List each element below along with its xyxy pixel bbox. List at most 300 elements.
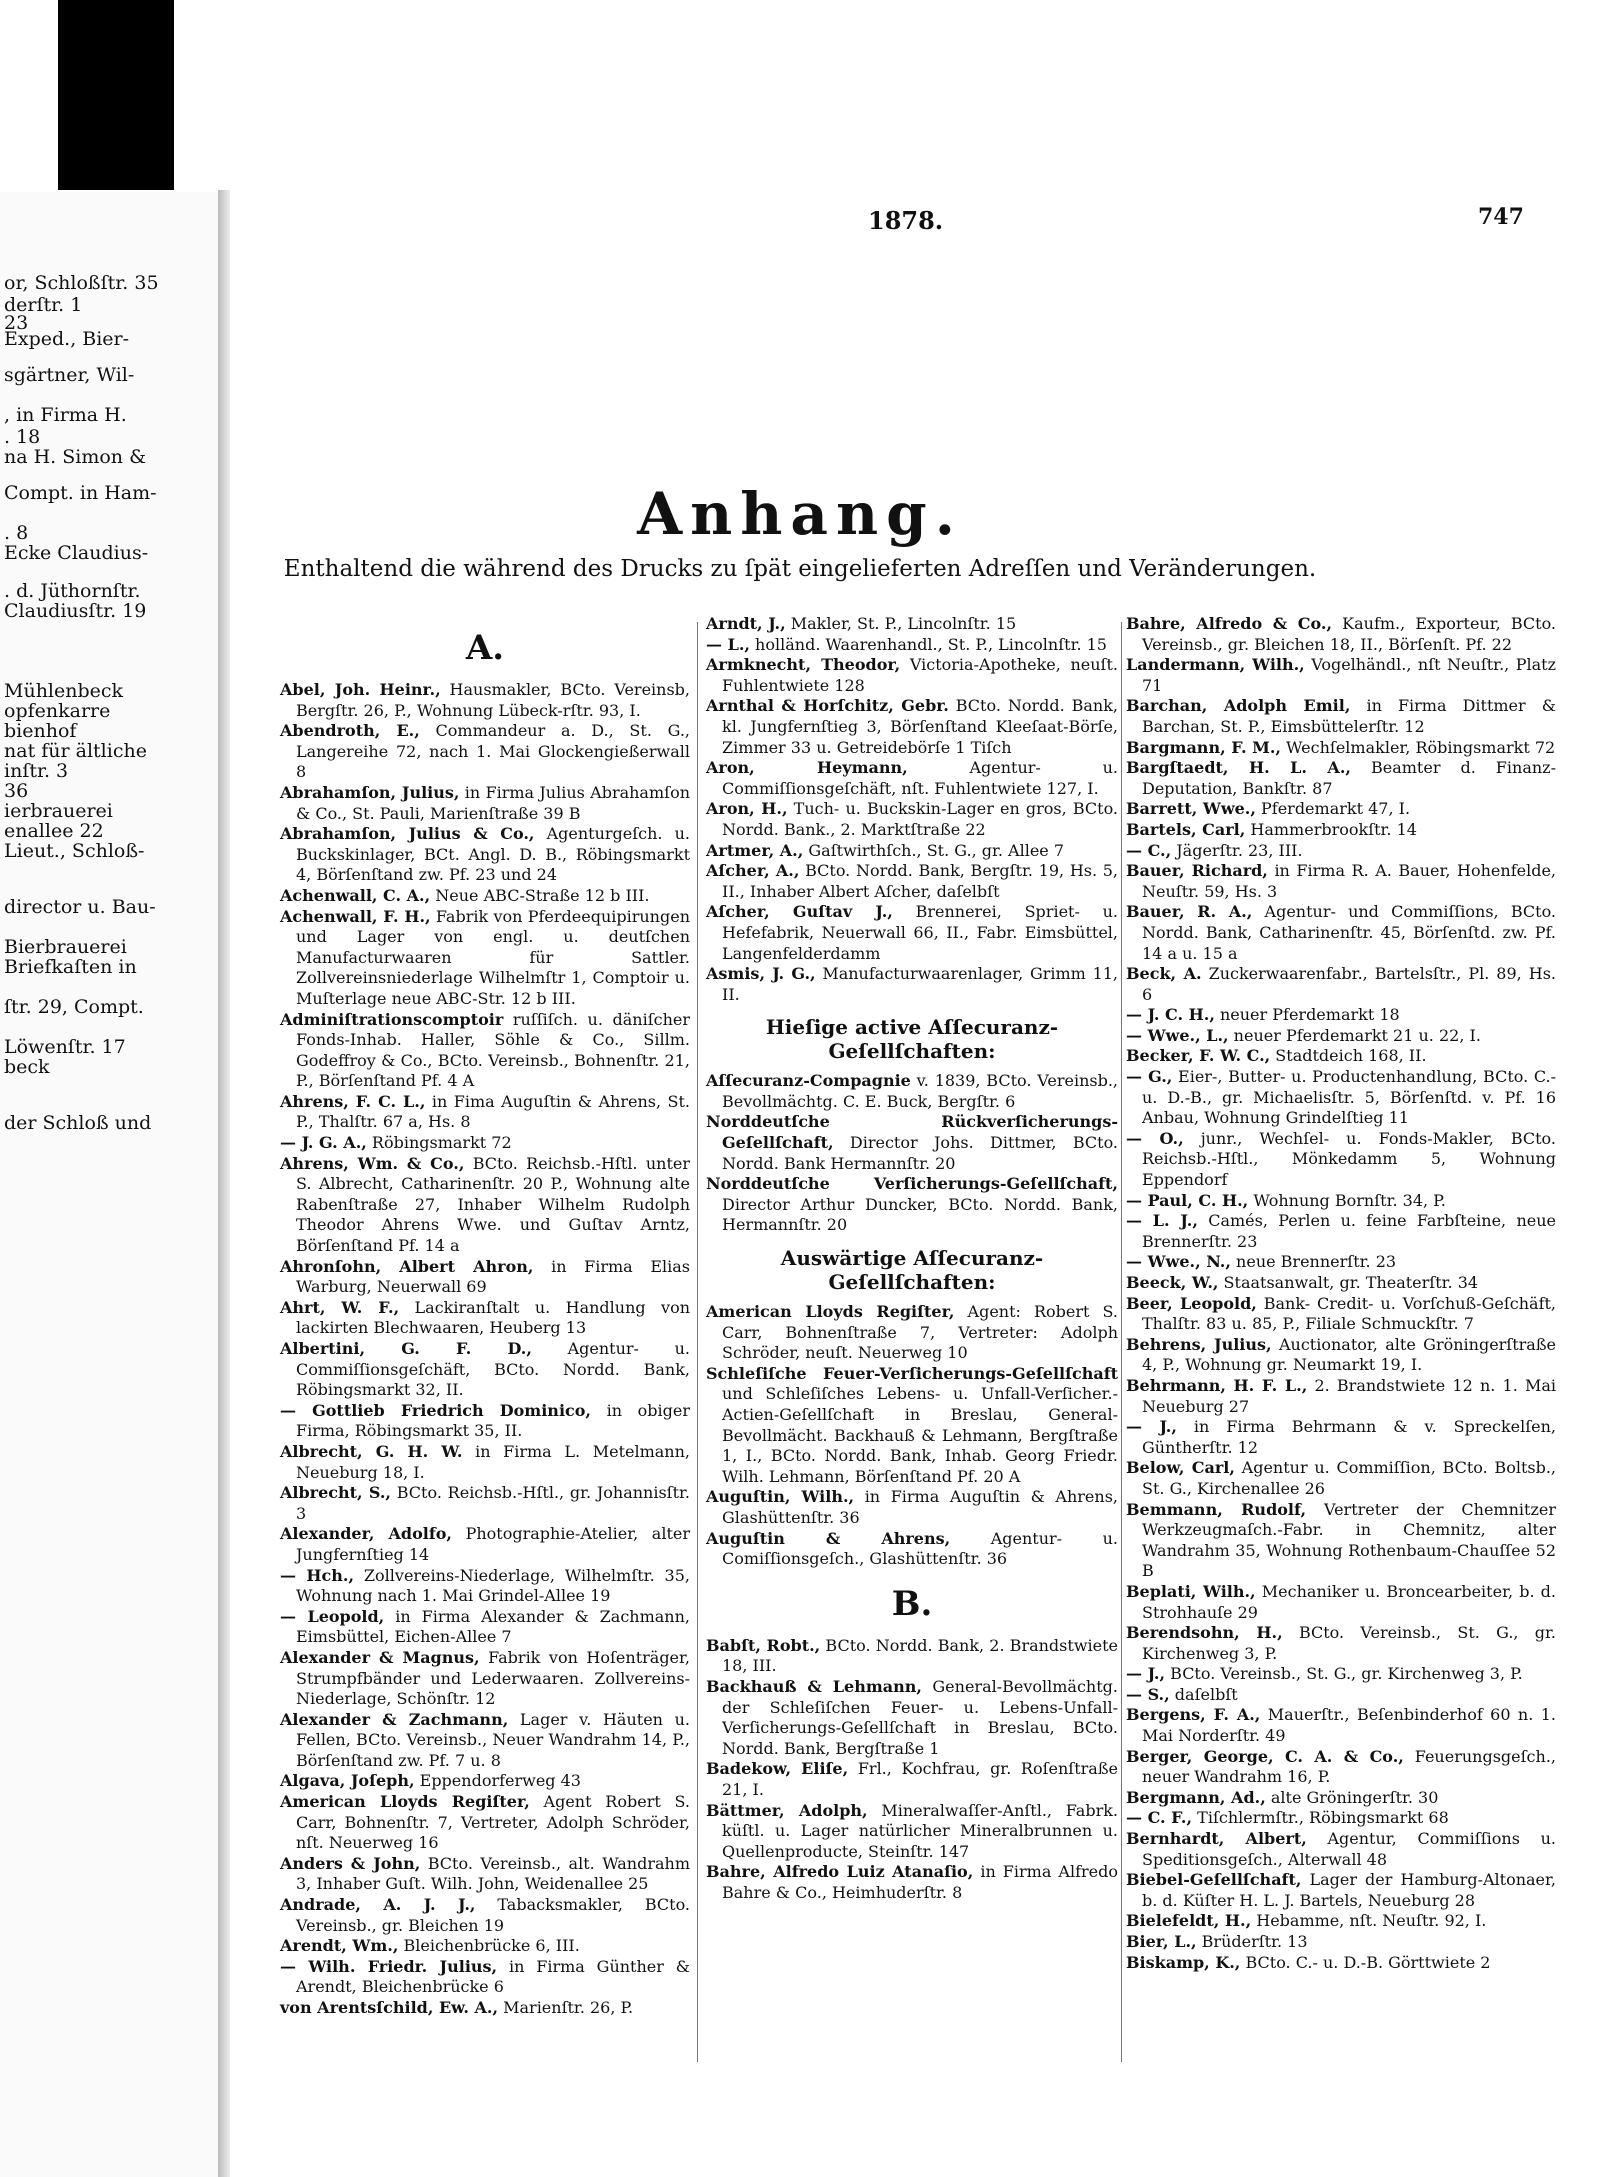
- entry-name: Bauer, R. A.,: [1126, 902, 1253, 922]
- entry-details: BCto. Nordd. Bank, kl. Jungfernſtieg 3, Börſenſtand Kleeſaat-Börſe, Zimmer 33 u. Getreidebörſe 1 Tiſch: [722, 696, 1119, 757]
- directory-entry: [706, 635, 1118, 656]
- directory-entry: [280, 1401, 690, 1442]
- page-title: Anhang.: [637, 480, 963, 548]
- directory-entry: [706, 1636, 1118, 1677]
- entry-name: — J. G. A.,: [280, 1133, 367, 1153]
- entry-name: Anders & John,: [280, 1853, 421, 1873]
- entry-name: — Hch.,: [280, 1565, 355, 1585]
- directory-entry: [1126, 1211, 1556, 1252]
- entry-name: Artmer, A.,: [706, 840, 804, 860]
- entry-details: Feuerungsgeſch., neuer Wandrahm 16, P.: [1142, 1746, 1556, 1787]
- section-letter: A.: [465, 628, 505, 668]
- entry-name: Auguſtin & Ahrens,: [706, 1528, 951, 1548]
- left-page-line: . d. Jüthornſtr.: [4, 580, 141, 602]
- entry-name: Ahrens, Wm. & Co.,: [280, 1153, 465, 1173]
- left-page-line: na H. Simon &: [4, 446, 146, 468]
- entry-name: Babſt, Robt.,: [706, 1635, 821, 1655]
- left-page-line: 23: [4, 312, 29, 334]
- directory-entry: [1126, 1335, 1556, 1376]
- directory-entry: [1126, 1808, 1556, 1829]
- directory-entry: [280, 1792, 690, 1854]
- left-page-line: derſtr. 1: [4, 294, 83, 316]
- directory-entry: [280, 1957, 690, 1998]
- entry-name: Biebel-Geſellſchaft,: [1126, 1870, 1302, 1890]
- left-page-line: Mühlenbeck: [4, 680, 124, 702]
- binding-shadow: [58, 0, 174, 190]
- directory-entry: [706, 1862, 1118, 1903]
- entry-details: Auctionator, alte Gröningerſtraße 4, P., Wohnung gr. Neumarkt 19, I.: [1142, 1334, 1556, 1375]
- entry-details: Commandeur a. D., St. G., Langereihe 72, nach 1. Mai Glockengießerwall 8: [296, 721, 690, 782]
- directory-entry: [1126, 1870, 1556, 1911]
- entry-list: [280, 680, 690, 2019]
- entry-name: Albertini, G. F. D.,: [280, 1339, 532, 1358]
- entry-name: — J.,: [1126, 1417, 1177, 1437]
- entry-details: neuer Pferdemarkt 21 u. 22, I.: [1228, 1025, 1481, 1045]
- directory-entry: [706, 964, 1118, 1005]
- directory-entry: [280, 907, 690, 1010]
- directory-entry: [280, 1771, 690, 1792]
- entry-details: Bleichenbrücke 6, III.: [398, 1936, 580, 1956]
- left-page-line: nat für ältliche: [4, 740, 147, 762]
- entry-details: Agentur, Commiſſions u. Speditionsgeſch., Alterwall 48: [1142, 1829, 1556, 1869]
- entry-name: — Leopold,: [280, 1606, 385, 1626]
- entry-details: BCto. Vereinsb., St. G., gr. Kirchenweg 3, P.: [1142, 1623, 1556, 1663]
- entry-details: Eppendorferweg 43: [414, 1771, 581, 1791]
- entry-name: Barchan, Adolph Emil,: [1126, 696, 1351, 716]
- directory-entry: [280, 1936, 690, 1957]
- directory-entry: [1126, 1191, 1556, 1212]
- entry-details: in Firma Auguſtin & Ahrens, Glashüttenſtr. 36: [722, 1487, 1118, 1527]
- entry-details: BCto. Nordd. Bank, Bergſtr. 19, Hs. 5, II., Inhaber Albert Aſcher, daſelbſt: [722, 861, 1119, 901]
- entry-name: Armknecht, Theodor,: [706, 655, 901, 675]
- entry-details: Mauerſtr., Beſenbinderhof 60 n. 1. Mai Norderſtr. 49: [1142, 1705, 1556, 1746]
- entry-details: Zollvereins-Niederlage, Wilhelmſtr. 35, Wohnung nach 1. Mai Grindel-Allee 19: [296, 1565, 690, 1606]
- directory-entry: [1126, 1932, 1556, 1953]
- directory-entry: [1126, 1046, 1556, 1067]
- entry-details: Lackiranſtalt u. Handlung von lackirten Blechwaaren, Heuberg 13: [296, 1297, 691, 1338]
- directory-entry: [1126, 655, 1556, 696]
- entry-details: Zuckerwaarenfabr., Bartelsſtr., Pl. 89, Hs. 6: [1142, 964, 1556, 1004]
- directory-entry: [706, 1801, 1118, 1863]
- directory-entry: [1126, 1500, 1556, 1582]
- entry-details: Gaſtwirthſch., St. G., gr. Allee 7: [803, 840, 1065, 860]
- entry-name: Bergmann, Ad.,: [1126, 1787, 1266, 1807]
- entry-name: — J. C. H.,: [1126, 1005, 1215, 1025]
- entry-name: American Lloyds Regiſter,: [706, 1302, 955, 1322]
- entry-details: Wohnung Bornſtr. 34, P.: [1248, 1190, 1446, 1210]
- directory-entry: [1126, 1067, 1556, 1129]
- entry-details: Director Johs. Dittmer, BCto. Nordd. Bank Hermannſtr. 20: [722, 1133, 1118, 1173]
- directory-entry: [706, 614, 1118, 635]
- entry-name: Ahrt, W. F.,: [280, 1297, 400, 1317]
- left-page-line: Löwenſtr. 17: [4, 1036, 126, 1058]
- directory-entry: [1126, 738, 1556, 759]
- directory-entry: [280, 1483, 690, 1524]
- directory-entry: [1126, 1685, 1556, 1706]
- column-2: [706, 614, 1118, 1903]
- entry-name: Becker, F. W. C.,: [1126, 1046, 1271, 1066]
- entry-details: in Firma L. Metelmann, Neueburg 18, I.: [296, 1441, 690, 1482]
- entry-name: Schleſiſche Feuer-Verſicherungs-Geſellſchaft: [706, 1363, 1118, 1383]
- entry-details: Stadtdeich 168, II.: [1270, 1046, 1427, 1066]
- directory-entry: [1126, 1129, 1556, 1191]
- left-page-line: or, Schloßſtr. 35: [4, 272, 159, 294]
- entry-details: Röbingsmarkt 72: [366, 1133, 512, 1153]
- entry-details: Victoria-Apotheke, neuſt. Fuhlentwiete 128: [722, 655, 1118, 695]
- left-page-line: 36: [4, 780, 29, 802]
- entry-details: Tabacksmakler, BCto. Vereinsb., gr. Bleichen 19: [296, 1895, 691, 1935]
- directory-entry: [706, 902, 1118, 964]
- directory-entry: [1126, 1664, 1556, 1685]
- entry-details: Wechſelmakler, Röbingsmarkt 72: [1280, 737, 1556, 757]
- directory-entry: [1126, 964, 1556, 1005]
- left-page-line: beck: [4, 1056, 50, 1078]
- left-page-line: der Schloß und: [4, 1112, 152, 1134]
- entry-details: General-Bevollmächtg. der Schleſiſchen Feuer- u. Lebens-Unfall-Verſicherungs-Geſellſchaft in Breslau, BCto. Nordd. Bank, Bergſtraße 1: [722, 1676, 1118, 1758]
- entry-details: Vogelhändl., nſt Neuſtr., Platz 71: [1142, 655, 1556, 695]
- entry-name: Bättmer, Adolph,: [706, 1800, 868, 1820]
- left-page-line: bienhof: [4, 720, 77, 742]
- left-page-line: Lieut., Schloß-: [4, 840, 145, 862]
- entry-details: BCto. Vereinsb., St. G., gr. Kirchenweg 3, P.: [1165, 1664, 1523, 1684]
- entry-details: Makler, St. P., Lincolnſtr. 15: [785, 614, 1017, 633]
- entry-details: Mineralwaſſer-Anſtl., Fabrk. küſtl. u. Lager natürlicher Mineralbrunnen u. Quellenproducte, Steinſtr. 147: [722, 1800, 1118, 1861]
- directory-entry: [706, 655, 1118, 696]
- entry-name: Albrecht, G. H. W.: [280, 1441, 463, 1461]
- entry-list: [706, 614, 1118, 1005]
- entry-name: Aſcher, A.,: [706, 861, 800, 881]
- entry-details: in obiger Firma, Röbingsmarkt 35, II.: [296, 1400, 691, 1441]
- entry-name: Backhauß & Lehmann,: [706, 1676, 922, 1696]
- entry-name: Berendsohn, H.,: [1126, 1623, 1283, 1643]
- entry-details: Beamter d. Finanz-Deputation, Bankſtr. 87: [1142, 758, 1556, 798]
- directory-entry: [280, 1442, 690, 1483]
- directory-entry: [706, 1071, 1118, 1112]
- column-separator: [1121, 622, 1122, 2062]
- entry-list: [706, 1636, 1118, 1904]
- entry-name: Beplati, Wilh.,: [1126, 1581, 1256, 1601]
- entry-name: Adminiſtrationscomptoir: [280, 1009, 504, 1029]
- entry-name: Bahre, Alfredo & Co.,: [1126, 614, 1333, 633]
- entry-name: Beeck, W.,: [1126, 1273, 1219, 1292]
- entry-details: in Fima Auguſtin & Ahrens, St. P., Thalſtr. 67 a, Hs. 8: [296, 1091, 691, 1132]
- directory-entry: [706, 1302, 1118, 1364]
- entry-name: Achenwall, F. H.,: [280, 906, 431, 926]
- entry-details: daſelbſt: [1169, 1684, 1238, 1704]
- entry-name: — L. J.,: [1126, 1211, 1198, 1231]
- entry-details: Fabrik von Pferdeequipirungen und Lager von engl. u. deutſchen Manufacturwaaren für Sattler. Zollvereinsniederlage Wilhelmſtr 1, Comptoir u. Muſterlage neue ABC-Str. 12 b III.: [296, 906, 691, 1008]
- left-page-line: Bierbrauerei: [4, 936, 127, 958]
- directory-entry: [706, 1529, 1118, 1570]
- entry-name: Arndt, J.,: [706, 614, 786, 633]
- directory-entry: [280, 1566, 690, 1607]
- directory-entry: [1126, 820, 1556, 841]
- directory-entry: [280, 1648, 690, 1710]
- directory-entry: [1126, 902, 1556, 964]
- entry-name: Arendt, Wm.,: [280, 1936, 399, 1956]
- left-page-line: sgärtner, Wil-: [4, 364, 135, 386]
- column-3: [1126, 614, 1556, 1973]
- entry-name: — Wilh. Friedr. Julius,: [280, 1956, 498, 1976]
- entry-details: BCto. Nordd. Bank, 2. Brandstwiete 18, III.: [722, 1635, 1118, 1676]
- entry-name: — L.,: [706, 634, 750, 654]
- entry-details: holländ. Waarenhandl., St. P., Lincolnſtr. 15: [749, 634, 1107, 654]
- directory-entry: [706, 1487, 1118, 1528]
- entry-name: Bauer, Richard,: [1126, 861, 1268, 881]
- entry-details: Mechaniker u. Broncearbeiter, b. d. Strohhauſe 29: [1142, 1581, 1557, 1622]
- entry-details: neuer Pferdemarkt 18: [1214, 1005, 1400, 1025]
- entry-name: Ahrens, F. C. L.,: [280, 1091, 426, 1111]
- entry-details: Agent: Robert S. Carr, Bohnenſtraße 7, Vertreter: Adolph Schröder, neuſt. Neuerweg 10: [722, 1302, 1119, 1363]
- directory-entry: [1126, 1294, 1556, 1335]
- directory-entry: [280, 1524, 690, 1565]
- left-page-line: , in Firma H.: [4, 404, 127, 426]
- directory-entry: [280, 1339, 690, 1401]
- directory-entry: [706, 1759, 1118, 1800]
- directory-entry: [706, 841, 1118, 862]
- entry-details: Neue ABC-Straße 12 b III.: [430, 885, 650, 905]
- entry-details: Lager v. Häuten u. Fellen, BCto. Vereinsb., Neuer Wandrahm 14, P., Börſenſtand zw. Pf. 7 u. 8: [296, 1709, 691, 1770]
- entry-name: Behrens, Julius,: [1126, 1334, 1272, 1354]
- entry-details: Agentur u. Commiſſion, BCto. Boltsb., St. G., Kirchenallee 26: [1142, 1458, 1556, 1498]
- directory-entry: [280, 1854, 690, 1895]
- directory-entry: [1126, 1829, 1556, 1870]
- entry-details: Fabrik von Hoſenträger, Strumpfbänder und Lederwaaren. Zollvereins-Niederlage, Schönſtr. 12: [296, 1647, 691, 1709]
- entry-details: Agent Robert S. Carr, Bohnenſtr. 7, Vertreter, Adolph Schröder, nſt. Neuerweg 16: [296, 1792, 690, 1853]
- entry-name: American Lloyds Regiſter,: [280, 1792, 530, 1812]
- entry-name: Badekow, Eliſe,: [706, 1759, 849, 1779]
- column-1: [280, 614, 690, 2019]
- entry-details: Agentur- und Commiſſions, BCto. Nordd. Bank, Catharinenſtr. 45, Börſenſtd. zw. Pf. 14 a u. 15 a: [1142, 902, 1557, 963]
- directory-entry: [280, 1154, 690, 1257]
- directory-entry: [1126, 1911, 1556, 1932]
- entry-name: Bartels, Carl,: [1126, 819, 1246, 839]
- directory-entry: [706, 758, 1118, 799]
- directory-entry: [1126, 1005, 1556, 1026]
- entry-details: Agenturgeſch. u. Buckskinlager, BCt. Angl. D. B., Röbingsmarkt 4, Börſenſtand zw. Pf. 23 und 24: [296, 824, 690, 885]
- entry-name: Bielefeldt, H.,: [1126, 1911, 1252, 1931]
- entry-details: Marienſtr. 26, P.: [498, 1998, 634, 2017]
- directory-entry: [280, 824, 690, 886]
- directory-entry: [280, 1092, 690, 1133]
- directory-entry: [706, 1677, 1118, 1759]
- entry-details: Vertreter der Chemnitzer Werkzeugmaſch.-Fabr. in Chemnitz, alter Wandrahm 35, Wohnung Rothenbaum-Chauſſee 52 B: [1142, 1499, 1556, 1581]
- entry-name: Alexander & Magnus,: [280, 1647, 480, 1667]
- directory-entry: [280, 1710, 690, 1772]
- entry-name: Biskamp, K.,: [1126, 1952, 1241, 1972]
- entry-name: Andrade, A. J. J.,: [280, 1895, 476, 1915]
- entry-details: Pferdemarkt 47, I.: [1255, 799, 1411, 819]
- entry-details: Photographie-Atelier, alter Jungfernſtieg 14: [296, 1524, 690, 1564]
- directory-entry: [706, 696, 1118, 758]
- entry-details: alte Gröningerſtr. 30: [1265, 1787, 1439, 1807]
- directory-entry: [1126, 1953, 1556, 1974]
- directory-entry: [706, 799, 1118, 840]
- entry-details: Hebamme, nſt. Neuſtr. 92, I.: [1251, 1911, 1487, 1931]
- entry-name: Beck, A.: [1126, 964, 1202, 984]
- left-page-line: director u. Bau-: [4, 896, 156, 918]
- section-heading: Auswärtige Aſſecuranz-Geſellſchaften:: [780, 1246, 1044, 1295]
- entry-name: Berger, George, C. A. & Co.,: [1126, 1746, 1404, 1766]
- entry-details: Tiſchlermſtr., Röbingsmarkt 68: [1192, 1808, 1449, 1828]
- entry-details: Eier-, Butter- u. Productenhandlung, BCto. C.- u. D.-B., gr. Michaelisſtr. 5, Börſenſtd. v. Pf. 16 Anbau, Wohnung Grindelſtieg 11: [1142, 1067, 1556, 1128]
- header-year: 1878.: [868, 206, 944, 235]
- entry-name: Abendroth, E.,: [280, 721, 420, 741]
- entry-details: Director Arthur Duncker, BCto. Nordd. Bank, Hermannſtr. 20: [722, 1194, 1118, 1235]
- entry-name: Beer, Leopold,: [1126, 1293, 1257, 1313]
- directory-entry: [280, 1998, 690, 2019]
- entry-details: Lager der Hamburg-Altonaer, b. d. Küſter H. L. J. Bartels, Neueburg 28: [1142, 1870, 1556, 1910]
- entry-details: Kaufm., Exporteur, BCto. Vereinsb., gr. Bleichen 18, II., Börſenſt. Pf. 22: [1142, 614, 1557, 654]
- directory-entry: [280, 886, 690, 907]
- entry-name: Arnthal & Horſchitz, Gebr.: [706, 696, 949, 716]
- directory-entry: [1126, 1376, 1556, 1417]
- entry-name: Aſcher, Guſtav J.,: [706, 902, 893, 922]
- entry-name: — S.,: [1126, 1684, 1170, 1704]
- entry-name: Aron, H.,: [706, 799, 788, 819]
- directory-entry: [1126, 1788, 1556, 1809]
- entry-name: — Paul, C. H.,: [1126, 1190, 1249, 1210]
- directory-entry: [280, 1607, 690, 1648]
- entry-name: Asmis, J. G.,: [706, 964, 816, 984]
- directory-entry: [1126, 799, 1556, 820]
- directory-entry: [280, 1010, 690, 1092]
- directory-entry: [706, 1364, 1118, 1488]
- directory-entry: [1126, 1417, 1556, 1458]
- directory-entry: [1126, 1705, 1556, 1746]
- entry-list: [1126, 614, 1556, 1973]
- entry-name: Aron, Heymann,: [706, 758, 908, 778]
- entry-details: junr., Wechſel- u. Fonds-Makler, BCto. Reichsb.-Hſtl., Mönkedamm 5, Wohnung Eppendorf: [1142, 1128, 1556, 1190]
- entry-details: und Schleſiſches Lebens- u. Unfall-Verſicher.-Actien-Geſellſchaft in Breslau, General-Bevollmächt. Backhauß & Lehmann, Bergſtraße 1, I., BCto. Nordd. Bank, Inhab. Georg Friedr. Wilh. Lehmann, Börſenſtand Pf. 20 A: [722, 1384, 1118, 1486]
- directory-entry: [706, 1174, 1118, 1236]
- entry-details: Jägerſtr. 23, III.: [1171, 840, 1303, 860]
- left-page-line: enallee 22: [4, 820, 104, 842]
- entry-name: Bernhardt, Albert,: [1126, 1829, 1307, 1849]
- directory-entry: [280, 680, 690, 721]
- entry-name: Bargmann, F. M.,: [1126, 737, 1281, 757]
- entry-details: Agentur- u. Comiſſionsgeſch., Glashüttenſtr. 36: [722, 1528, 1118, 1569]
- entry-details: Agentur- u. Commiſſionsgeſchäft, nſt. Fuhlentwiete 127, I.: [722, 758, 1118, 798]
- entry-list: [706, 1302, 1118, 1570]
- page-number: 747: [1478, 204, 1524, 230]
- left-page-line: Ecke Claudius-: [4, 542, 149, 564]
- entry-name: Albrecht, S.,: [280, 1483, 391, 1503]
- entry-details: Camés, Perlen u. feine Farbſteine, neue Brennerſtr. 23: [1142, 1211, 1556, 1251]
- entry-name: — Wwe., L.,: [1126, 1025, 1229, 1045]
- entry-name: Bargſtaedt, H. L. A.,: [1126, 758, 1351, 778]
- entry-details: BCto. C.- u. D.-B. Görttwiete 2: [1240, 1952, 1491, 1972]
- directory-entry: [1126, 841, 1556, 862]
- entry-name: Landermann, Wilh.,: [1126, 655, 1305, 675]
- entry-name: Barrett, Wwe.,: [1126, 799, 1256, 819]
- entry-name: Bergens, F. A.,: [1126, 1705, 1261, 1725]
- left-page-line: . 18: [4, 426, 41, 448]
- entry-name: Aſſecuranz-Compagnie: [706, 1071, 911, 1091]
- entry-details: in Firma Elias Warburg, Neuerwall 69: [296, 1256, 690, 1297]
- left-page-line: opfenkarre: [4, 700, 111, 722]
- entry-name: Abrahamſon, Julius & Co.,: [280, 824, 535, 844]
- entry-name: Behrmann, H. F. L.,: [1126, 1375, 1308, 1395]
- column-separator: [697, 622, 698, 2062]
- left-page-line: ierbrauerei: [4, 800, 113, 822]
- entry-name: Alexander & Zachmann,: [280, 1709, 509, 1729]
- entry-name: Alexander, Adolfo,: [280, 1524, 452, 1544]
- directory-entry: [706, 1112, 1118, 1174]
- entry-details: in Firma Günther & Arendt, Bleichenbrücke 6: [296, 1956, 690, 1997]
- entry-name: von Arentsſchild, Ew. A.,: [280, 1998, 499, 2017]
- entry-name: Abel, Joh. Heinr.,: [280, 680, 441, 699]
- entry-details: Agentur- u. Commiſſionsgeſchäft, BCto. Nordd. Bank, Röbingsmarkt 32, II.: [296, 1339, 690, 1400]
- left-page-line: Exped., Bier-: [4, 328, 130, 350]
- entry-details: BCto. Vereinsb., alt. Wandrahm 3, Inhaber Guſt. Wilh. John, Weidenallee 25: [296, 1853, 691, 1894]
- entry-details: Hausmakler, BCto. Vereinsb, Bergſtr. 26, P., Wohnung Lübeck-rſtr. 93, I.: [296, 680, 691, 720]
- directory-entry: [1126, 1252, 1556, 1273]
- entry-details: Hammerbrookſtr. 14: [1245, 819, 1417, 839]
- directory-entry: [280, 721, 690, 783]
- entry-list: [706, 1071, 1118, 1236]
- directory-entry: [1126, 1623, 1556, 1664]
- entry-details: in Firma Behrmann & v. Spreckelſen, Güntherſtr. 12: [1142, 1417, 1556, 1457]
- directory-entry: [1126, 614, 1556, 655]
- entry-name: Bahre, Alfredo Luiz Atanaſio,: [706, 1862, 974, 1882]
- section-heading: Hieſige active Aſſecuranz-Geſellſchaften:: [765, 1015, 1059, 1064]
- entry-name: — J.,: [1126, 1664, 1166, 1684]
- directory-entry: [706, 861, 1118, 902]
- entry-details: in Firma R. A. Bauer, Hohenfelde, Neuſtr. 59, Hs. 3: [1142, 861, 1556, 901]
- entry-details: 2. Brandstwiete 12 n. 1. Mai Neueburg 27: [1142, 1375, 1556, 1416]
- entry-details: in Firma Alfredo Bahre & Co., Heimhuderſtr. 8: [722, 1862, 1119, 1902]
- entry-name: Bemmann, Rudolf,: [1126, 1499, 1307, 1519]
- entry-details: neue Brennerſtr. 23: [1230, 1252, 1397, 1272]
- directory-entry: [280, 783, 690, 824]
- entry-name: Below, Carl,: [1126, 1458, 1235, 1478]
- directory-entry: [280, 1895, 690, 1936]
- directory-entry: [1126, 696, 1556, 737]
- entry-details: v. 1839, BCto. Vereinsb., Bevollmächtg. C. E. Buck, Bergſtr. 6: [722, 1071, 1118, 1111]
- directory-entry: [1126, 1026, 1556, 1047]
- page-subtitle: Enthaltend die während des Drucks zu ſpät eingelieferten Adreſſen und Veränderungen.: [283, 556, 1317, 582]
- entry-details: Manufacturwaarenlager, Grimm 11, II.: [722, 964, 1119, 1004]
- directory-entry: [1126, 1582, 1556, 1623]
- directory-entry: [1126, 758, 1556, 799]
- entry-details: Brüderſtr. 13: [1196, 1932, 1308, 1951]
- entry-details: in Firma Dittmer & Barchan, St. P., Eimsbüttelerſtr. 12: [1142, 696, 1556, 736]
- entry-name: — Wwe., N.,: [1126, 1252, 1231, 1272]
- directory-entry: [280, 1133, 690, 1154]
- left-page-line: Briefkaſten in: [4, 956, 137, 978]
- entry-name: — G.,: [1126, 1067, 1173, 1087]
- entry-name: — C. F.,: [1126, 1808, 1193, 1828]
- entry-name: Abrahamſon, Julius,: [280, 782, 460, 802]
- entry-details: Frl., Kochfrau, gr. Roſenſtraße 21, I.: [722, 1759, 1119, 1799]
- directory-entry: [280, 1298, 690, 1339]
- entry-details: Staatsanwalt, gr. Theaterſtr. 34: [1218, 1273, 1479, 1292]
- entry-details: BCto. Reichsb.-Hſtl. unter S. Albrecht, Catharinenſtr. 20 P., Wohnung alte Rabenſtraße 27, Inhaber Wilhelm Rudolph Theodor Ahrens Wwe. und Guſtav Arntz, Börſenſtand Pf. 14 a: [296, 1153, 690, 1256]
- entry-details: Tuch- u. Buckskin-Lager en gros, BCto. Nordd. Bank., 2. Marktſtraße 22: [722, 799, 1119, 839]
- entry-name: Algava, Joſeph,: [280, 1771, 415, 1791]
- entry-name: Auguſtin, Wilh.,: [706, 1487, 855, 1507]
- entry-name: Ahronſohn, Albert Ahron,: [280, 1256, 534, 1276]
- entry-name: — Gottlieb Friedrich Dominico,: [280, 1400, 592, 1420]
- entry-name: Achenwall, C. A.,: [280, 885, 431, 905]
- entry-name: — C.,: [1126, 840, 1172, 860]
- entry-name: Bier, L.,: [1126, 1932, 1197, 1951]
- left-page-line: Claudiusſtr. 19: [4, 600, 147, 622]
- entry-details: BCto. Reichsb.-Hſtl., gr. Johannisſtr. 3: [296, 1483, 690, 1523]
- left-page-line: . 8: [4, 522, 29, 544]
- left-page-line: ſtr. 29, Compt.: [4, 996, 144, 1018]
